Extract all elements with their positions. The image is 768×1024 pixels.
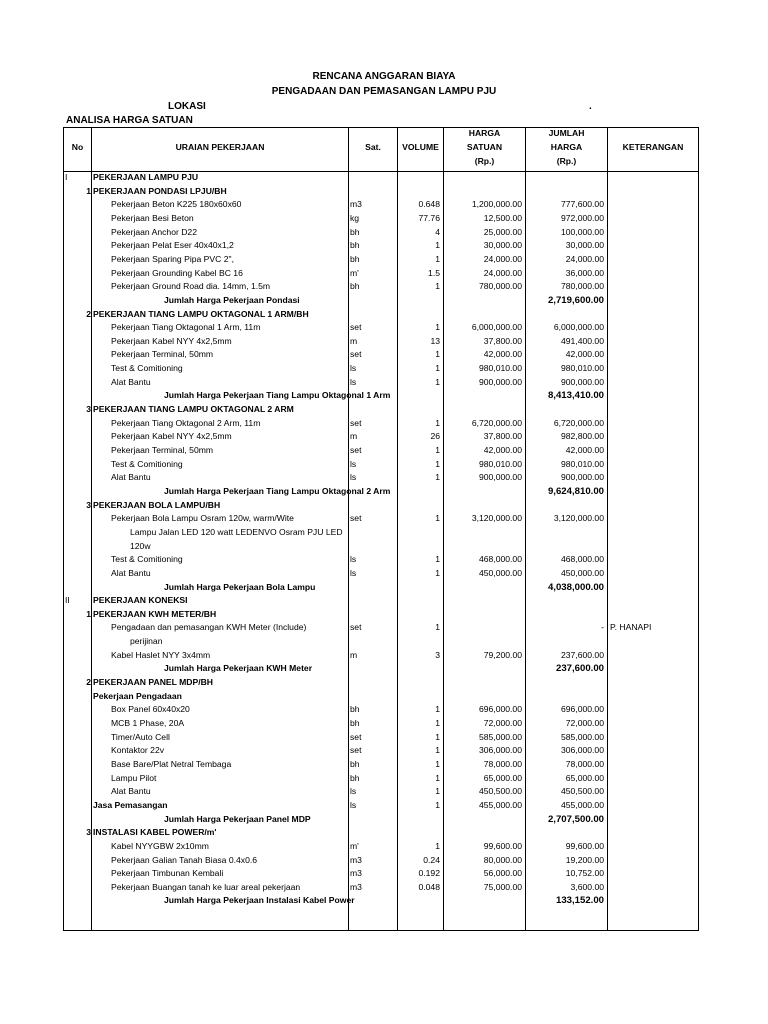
col-header-jumlah-3: (Rp.): [556, 156, 577, 166]
total-price-cell: 24,000.00: [565, 253, 604, 264]
doc-subtitle: PENGADAAN DAN PEMASANGAN LAMPU PJU: [271, 86, 497, 97]
col-header-volume: VOLUME: [402, 142, 439, 152]
item-description: Pekerjaan Tiang Oktagonal 2 Arm, 11m: [111, 417, 261, 428]
col-border-left: [63, 127, 64, 931]
unit-cell: ls: [350, 458, 357, 469]
total-price-cell: 237,600.00: [560, 649, 604, 660]
unit-price-cell: 78,000.00: [483, 758, 522, 769]
unit-price-cell: 42,000.00: [483, 445, 522, 455]
volume-cell: 4: [435, 226, 440, 237]
volume-cell: 13: [430, 335, 440, 346]
unit-cell: m: [350, 431, 358, 442]
unit-price-cell: 3,120,000.00: [471, 513, 522, 524]
row-number: 1: [86, 185, 91, 196]
total-price-cell: 980,010.00: [560, 458, 604, 469]
group-title: PEKERJAAN KWH METER/BH: [93, 608, 217, 619]
unit-price-cell: 24,000.00: [483, 267, 522, 278]
item-description: Lampu Pilot: [111, 772, 157, 783]
unit-price-cell: 99,600.00: [483, 840, 522, 851]
total-price-cell: 19,200.00: [565, 854, 604, 865]
unit-price-cell: 42,000.00: [483, 349, 522, 360]
row-number: 1: [86, 608, 91, 619]
volume-cell: 1: [435, 281, 440, 292]
unit-cell: bh: [350, 758, 360, 769]
unit-cell: ls: [350, 799, 357, 810]
subtotal-label: Jumlah Harga Pekerjaan Tiang Lampu Oktagonal 2 Arm: [164, 485, 391, 496]
volume-cell: 0.192: [418, 868, 440, 879]
item-description: Base Bare/Plat Netral Tembaga: [111, 758, 232, 769]
item-description: Test & Comitioning: [111, 363, 183, 374]
volume-cell: 0.24: [423, 854, 440, 865]
volume-cell: 3: [435, 649, 440, 660]
col-header-jumlah-1: JUMLAH: [548, 128, 585, 138]
volume-cell: 1: [435, 799, 440, 810]
unit-price-cell: 12,500.00: [483, 212, 522, 223]
volume-cell: 1: [435, 253, 440, 264]
unit-price-cell: 65,000.00: [483, 772, 522, 783]
item-description-cont: perijinan: [130, 636, 163, 647]
volume-cell: 1: [435, 349, 440, 360]
item-description: Pekerjaan Besi Beton: [111, 212, 194, 223]
doc-title: RENCANA ANGGARAN BIAYA: [312, 71, 456, 82]
unit-price-cell: 6,720,000.00: [471, 417, 522, 428]
total-price-cell: 900,000.00: [560, 472, 604, 483]
total-price-cell: 30,000.00: [565, 240, 604, 251]
subgroup-title: Jasa Pemasangan: [93, 799, 168, 810]
unit-cell: set: [350, 622, 362, 633]
group-title: PEKERJAAN TIANG LAMPU OKTAGONAL 2 ARM: [93, 404, 294, 415]
volume-cell: 1: [435, 363, 440, 374]
total-price-cell: 78,000.00: [565, 758, 604, 769]
col-border-no: [91, 127, 92, 931]
section-title: ANALISA HARGA SATUAN: [66, 115, 193, 126]
unit-cell: set: [350, 445, 362, 455]
volume-cell: 1: [435, 567, 440, 578]
group-title: PEKERJAAN BOLA LAMPU/BH: [93, 499, 221, 510]
unit-price-cell: 25,000.00: [483, 226, 522, 237]
unit-price-cell: 900,000.00: [478, 472, 522, 483]
unit-cell: m3: [350, 868, 362, 879]
col-header-harga-1: HARGA: [468, 128, 501, 138]
col-header-no: No: [71, 142, 84, 152]
total-price-cell: 10,752.00: [565, 868, 604, 879]
unit-price-cell: 585,000.00: [478, 731, 522, 742]
col-header-uraian: URAIAN PEKERJAAN: [175, 142, 265, 152]
volume-cell: 1: [435, 472, 440, 483]
total-price-cell: 450,000.00: [560, 567, 604, 578]
unit-price-cell: 450,000.00: [478, 567, 522, 578]
total-price-cell: 42,000.00: [565, 445, 604, 455]
unit-price-cell: 455,000.00: [478, 799, 522, 810]
group-title: PEKERJAAN PONDASI LPJU/BH: [93, 185, 227, 196]
total-price-cell: 777,600.00: [560, 199, 604, 210]
total-price-cell: 99,600.00: [565, 840, 604, 851]
item-description: Pengadaan dan pemasangan KWH Meter (Include): [111, 622, 307, 633]
unit-price-cell: 696,000.00: [478, 704, 522, 715]
col-border-jumlah: [607, 127, 608, 931]
item-description: Pekerjaan Timbunan Kembali: [111, 868, 224, 879]
volume-cell: 1: [435, 445, 440, 455]
unit-price-cell: 80,000.00: [483, 854, 522, 865]
col-header-harga-2: SATUAN: [466, 142, 503, 152]
unit-cell: bh: [350, 772, 360, 783]
item-description: Pekerjaan Grounding Kabel BC 16: [111, 267, 243, 278]
volume-cell: 1: [435, 731, 440, 742]
unit-cell: m': [350, 267, 359, 278]
unit-cell: bh: [350, 226, 360, 237]
volume-cell: 1: [435, 322, 440, 333]
unit-price-cell: 79,200.00: [483, 649, 522, 660]
total-price-cell: 585,000.00: [560, 731, 604, 742]
unit-price-cell: 72,000.00: [483, 718, 522, 728]
subtotal-value: 4,038,000.00: [547, 581, 604, 593]
item-description: Test & Comitioning: [111, 554, 183, 565]
unit-price-cell: 468,000.00: [478, 554, 522, 565]
unit-price-cell: 24,000.00: [483, 253, 522, 264]
item-description: Pekerjaan Terminal, 50mm: [111, 445, 214, 455]
unit-cell: bh: [350, 240, 360, 251]
volume-cell: 1: [435, 718, 440, 728]
volume-cell: 1: [435, 417, 440, 428]
row-number: 3: [86, 404, 91, 415]
unit-cell: ls: [350, 376, 357, 387]
total-price-cell: 696,000.00: [560, 704, 604, 715]
item-description: Box Panel 60x40x20: [111, 704, 190, 715]
unit-cell: kg: [350, 212, 360, 223]
total-price-cell: 3,600.00: [570, 881, 604, 892]
volume-cell: 77.76: [418, 212, 440, 223]
total-price-cell: 900,000.00: [560, 376, 604, 387]
unit-cell: m3: [350, 854, 362, 865]
unit-cell: set: [350, 417, 362, 428]
subtotal-label: Jumlah Harga Pekerjaan KWH Meter: [164, 663, 313, 674]
item-description: Alat Bantu: [111, 786, 151, 797]
item-description: Pekerjaan Buangan tanah ke luar areal pekerjaan: [111, 881, 301, 892]
item-description: Pekerjaan Kabel NYY 4x2,5mm: [111, 335, 232, 346]
total-price-cell: 6,000,000.00: [553, 322, 604, 333]
unit-price-cell: 780,000.00: [478, 281, 522, 292]
unit-cell: ls: [350, 472, 357, 483]
unit-cell: set: [350, 349, 362, 360]
volume-cell: 1: [435, 376, 440, 387]
volume-cell: 1.5: [428, 267, 440, 278]
row-number: I: [65, 172, 68, 182]
unit-cell: m3: [350, 199, 362, 210]
total-price-cell: 982,800.00: [560, 431, 604, 442]
total-price-cell: 972,000.00: [560, 212, 604, 223]
item-description: Pekerjaan Galian Tanah Biasa 0.4x0.6: [111, 854, 258, 865]
unit-cell: ls: [350, 567, 357, 578]
table-border-bottom: [63, 930, 699, 931]
unit-cell: ls: [350, 363, 357, 374]
unit-cell: bh: [350, 718, 360, 728]
subtotal-label: Jumlah Harga Pekerjaan Panel MDP: [164, 813, 311, 824]
unit-cell: set: [350, 322, 362, 333]
total-price-cell: 780,000.00: [560, 281, 604, 292]
col-header-harga-3: (Rp.): [474, 156, 495, 166]
col-header-jumlah-2: HARGA: [550, 142, 583, 152]
volume-cell: 0.048: [418, 881, 440, 892]
item-description: Pekerjaan Kabel NYY 4x2,5mm: [111, 431, 232, 442]
item-description: Kontaktor 22v: [111, 745, 165, 756]
subtotal-label: Jumlah Harga Pekerjaan Bola Lampu: [164, 581, 316, 592]
volume-cell: 1: [435, 513, 440, 524]
volume-cell: 1: [435, 758, 440, 769]
unit-cell: bh: [350, 253, 360, 264]
total-price-cell: 65,000.00: [565, 772, 604, 783]
unit-cell: bh: [350, 704, 360, 715]
unit-price-cell: 306,000.00: [478, 745, 522, 756]
unit-cell: ls: [350, 786, 357, 797]
group-title: PEKERJAAN PANEL MDP/BH: [93, 677, 214, 688]
item-description: Pekerjaan Terminal, 50mm: [111, 349, 214, 360]
item-description: Pekerjaan Sparing Pipa PVC 2",: [111, 253, 234, 264]
unit-price-cell: 1,200,000.00: [471, 199, 522, 210]
total-price-cell: 980,010.00: [560, 363, 604, 374]
item-description: Kabel Haslet NYY 3x4mm: [111, 649, 211, 660]
item-description: Test & Comitioning: [111, 458, 183, 469]
col-border-right: [698, 127, 699, 931]
item-description-cont: 120w: [130, 540, 151, 551]
item-description: Pekerjaan Beton K225 180x60x60: [111, 199, 242, 210]
item-description: Alat Bantu: [111, 567, 151, 578]
row-number: 2: [86, 677, 91, 688]
unit-cell: m': [350, 840, 359, 851]
total-price-cell: 72,000.00: [565, 718, 604, 728]
volume-cell: 1: [435, 704, 440, 715]
subgroup-title: Pekerjaan Pengadaan: [93, 690, 182, 701]
row-number: II: [65, 595, 70, 606]
unit-cell: set: [350, 731, 362, 742]
total-price-cell: 491,400.00: [560, 335, 604, 346]
unit-cell: m3: [350, 881, 362, 892]
item-description: Alat Bantu: [111, 376, 151, 387]
group-title: PEKERJAAN TIANG LAMPU OKTAGONAL 1 ARM/BH: [93, 308, 309, 319]
unit-cell: m: [350, 649, 358, 660]
subtotal-value: 237,600.00: [555, 663, 604, 675]
volume-cell: 0.648: [418, 199, 440, 210]
row-number: 2: [86, 308, 91, 319]
subtotal-value: 9,624,810.00: [547, 485, 604, 497]
row-number: 3: [86, 827, 91, 838]
col-header-sat: Sat.: [365, 142, 381, 152]
subtotal-value: 8,413,410.00: [547, 390, 604, 402]
unit-cell: ls: [350, 554, 357, 565]
group-title: INSTALASI KABEL POWER/m': [93, 827, 217, 838]
remark-cell: P. HANAPI: [610, 622, 652, 633]
unit-price-cell: 75,000.00: [483, 881, 522, 892]
row-number: 3: [86, 499, 91, 510]
unit-cell: bh: [350, 281, 360, 292]
total-price-cell: 36,000.00: [565, 267, 604, 278]
unit-price-cell: 980,010.00: [478, 458, 522, 469]
item-description: Timer/Auto Cell: [111, 731, 170, 742]
item-description: MCB 1 Phase, 20A: [111, 718, 185, 728]
lokasi-value: .: [589, 101, 592, 112]
volume-cell: 1: [435, 786, 440, 797]
volume-cell: 26: [430, 431, 440, 442]
volume-cell: 1: [435, 745, 440, 756]
total-price-cell: 6,720,000.00: [553, 417, 604, 428]
item-description: Pekerjaan Tiang Oktagonal 1 Arm, 11m: [111, 322, 261, 333]
total-price-cell: 468,000.00: [560, 554, 604, 565]
item-description: Kabel NYYGBW 2x10mm: [111, 840, 209, 851]
subtotal-label: Jumlah Harga Pekerjaan Pondasi: [164, 294, 300, 305]
unit-price-cell: 37,800.00: [483, 335, 522, 346]
unit-price-cell: 30,000.00: [483, 240, 522, 251]
subtotal-value: 2,707,500.00: [547, 813, 604, 825]
total-price-cell: 455,000.00: [560, 799, 604, 810]
unit-price-cell: 37,800.00: [483, 431, 522, 442]
item-description: Pekerjaan Bola Lampu Osram 120w, warm/Wite: [111, 513, 294, 524]
total-price-cell: 306,000.00: [560, 745, 604, 756]
total-price-cell: 450,500.00: [560, 786, 604, 797]
volume-cell: 1: [435, 772, 440, 783]
unit-price-cell: 6,000,000.00: [471, 322, 522, 333]
item-description-cont: Lampu Jalan LED 120 watt LEDENVO Osram PJU LED: [130, 526, 343, 537]
volume-cell: 1: [435, 622, 440, 633]
subtotal-label: Jumlah Harga Pekerjaan Instalasi Kabel Power: [164, 895, 355, 906]
total-price-cell: 42,000.00: [565, 349, 604, 360]
subtotal-label: Jumlah Harga Pekerjaan Tiang Lampu Oktagonal 1 Arm: [164, 390, 391, 401]
col-header-keterangan: KETERANGAN: [622, 142, 684, 152]
item-description: Alat Bantu: [111, 472, 151, 483]
volume-cell: 1: [435, 458, 440, 469]
unit-price-cell: 450,500.00: [478, 786, 522, 797]
budget-table: [63, 127, 699, 931]
unit-price-cell: 56,000.00: [483, 868, 522, 879]
item-description: Pekerjaan Ground Road dia. 14mm, 1.5m: [111, 281, 271, 292]
unit-cell: m: [350, 335, 358, 346]
subtotal-value: 133,152.00: [555, 895, 604, 907]
group-title: PEKERJAAN KONEKSI: [93, 595, 188, 606]
unit-cell: set: [350, 745, 362, 756]
item-description: Pekerjaan Anchor D22: [111, 226, 197, 237]
volume-cell: 1: [435, 240, 440, 251]
subtotal-value: 2,719,600.00: [547, 294, 604, 306]
unit-price-cell: 980,010.00: [478, 363, 522, 374]
total-price-cell: 3,120,000.00: [553, 513, 604, 524]
lokasi-label: LOKASI: [168, 101, 206, 112]
col-border-uraian: [348, 127, 349, 931]
total-price-cell: -: [601, 622, 604, 633]
volume-cell: 1: [435, 840, 440, 851]
unit-cell: set: [350, 513, 362, 524]
group-title: PEKERJAAN LAMPU PJU: [93, 172, 199, 182]
unit-price-cell: 900,000.00: [478, 376, 522, 387]
item-description: Pekerjaan Pelat Eser 40x40x1,2: [111, 240, 234, 251]
total-price-cell: 100,000.00: [560, 226, 604, 237]
volume-cell: 1: [435, 554, 440, 565]
